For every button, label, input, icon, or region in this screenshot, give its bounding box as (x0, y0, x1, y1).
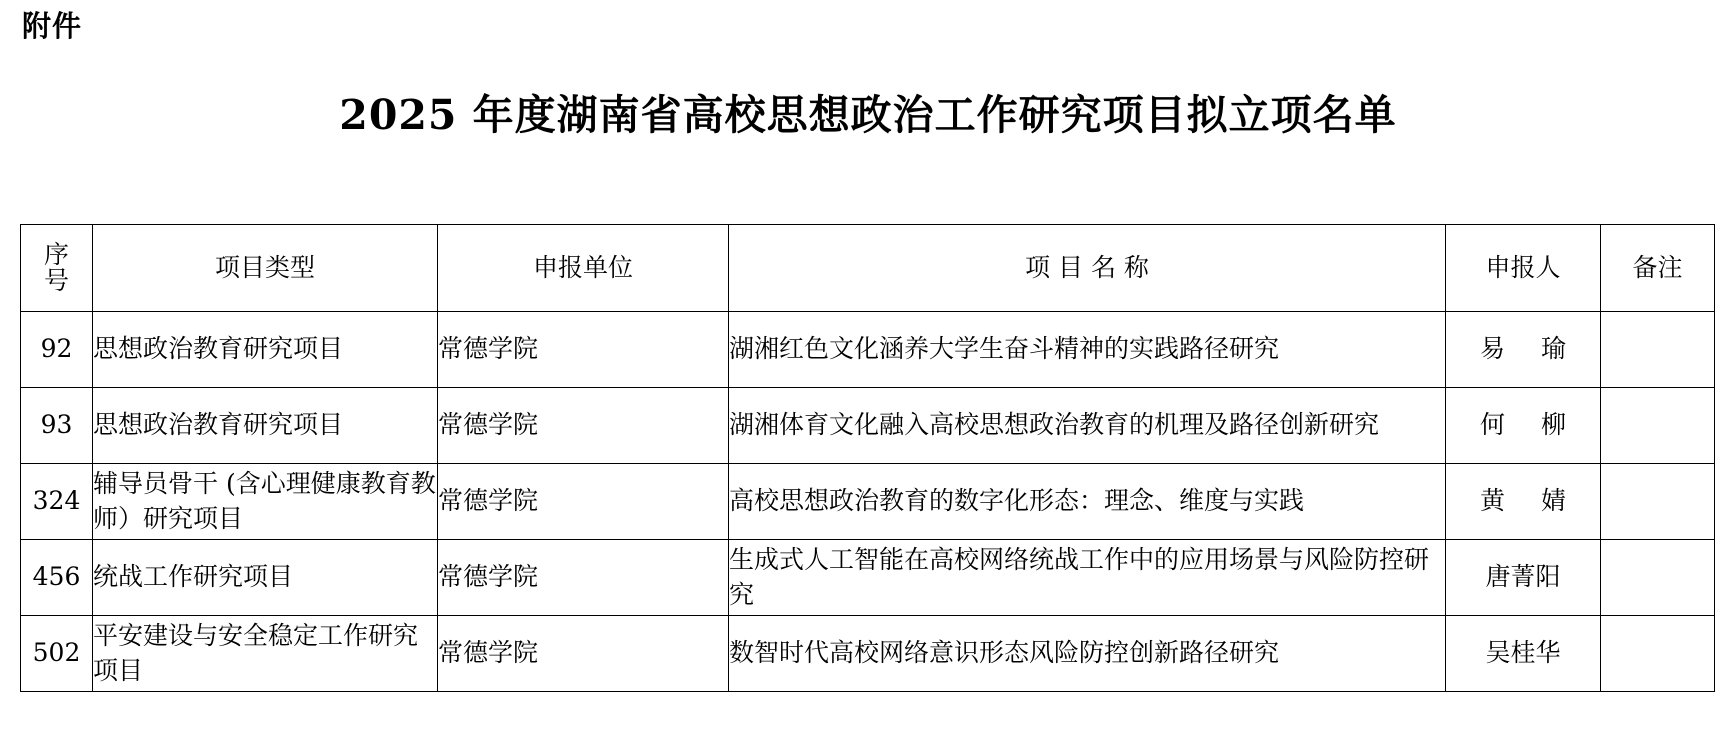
cell-seq: 324 (21, 464, 93, 540)
cell-person (1446, 312, 1601, 388)
attachment-label: 附件 (22, 9, 83, 43)
table-header (21, 225, 1715, 312)
cell-remark (1601, 464, 1715, 540)
table-body (21, 312, 1715, 692)
cell-remark (1601, 616, 1715, 692)
cell-type: 平安建设与安全稳定工作研究项目 (93, 616, 438, 692)
cell-remark (1601, 312, 1715, 388)
column-header-name: 项 目 名 称 (729, 225, 1446, 312)
cell-seq: 456 (21, 540, 93, 616)
cell-type: 思想政治教育研究项目 (93, 312, 438, 388)
cell-remark (1601, 540, 1715, 616)
cell-unit: 常德学院 (438, 464, 729, 540)
cell-type: 思想政治教育研究项目 (93, 388, 438, 464)
cell-name: 湖湘体育文化融入高校思想政治教育的机理及路径创新研究 (729, 388, 1446, 464)
table-row (21, 616, 1715, 692)
column-header-type: 项目类型 (93, 225, 438, 312)
cell-name: 数智时代高校网络意识形态风险防控创新路径研究 (729, 616, 1446, 692)
cell-person-text: 吴桂华 (1485, 638, 1561, 668)
table-row (21, 540, 1715, 616)
column-header-remark: 备注 (1601, 225, 1715, 312)
cell-person (1446, 388, 1601, 464)
cell-unit: 常德学院 (438, 616, 729, 692)
cell-person-text: 易 瑜 (1480, 334, 1580, 364)
cell-person (1446, 464, 1601, 540)
cell-person-text: 何 柳 (1480, 410, 1580, 440)
project-list-table (20, 224, 1715, 692)
cell-name: 高校思想政治教育的数字化形态：理念、维度与实践 (729, 464, 1446, 540)
cell-seq: 92 (21, 312, 93, 388)
column-header-seq-line2: 号 (43, 266, 69, 295)
cell-seq: 93 (21, 388, 93, 464)
column-header-seq (21, 225, 93, 312)
table-row (21, 464, 1715, 540)
page-title: 2025 年度湖南省高校思想政治工作研究项目拟立项名单 (339, 91, 1397, 139)
cell-person (1446, 616, 1601, 692)
cell-unit: 常德学院 (438, 388, 729, 464)
table-row (21, 312, 1715, 388)
cell-remark (1601, 388, 1715, 464)
cell-seq: 502 (21, 616, 93, 692)
cell-type: 辅导员骨干 (含心理健康教育教师）研究项目 (93, 464, 438, 540)
column-header-seq-line1: 序 (43, 239, 69, 269)
table-header-row (21, 225, 1715, 312)
column-header-unit: 申报单位 (438, 225, 729, 312)
cell-person-text: 黄 婧 (1480, 486, 1580, 516)
cell-name: 湖湘红色文化涵养大学生奋斗精神的实践路径研究 (729, 312, 1446, 388)
cell-unit: 常德学院 (438, 312, 729, 388)
table-row (21, 388, 1715, 464)
project-list-table-wrapper (20, 224, 1714, 692)
cell-person-text: 唐菁阳 (1485, 562, 1561, 592)
column-header-person: 申报人 (1446, 225, 1601, 312)
cell-name: 生成式人工智能在高校网络统战工作中的应用场景与风险防控研究 (729, 540, 1446, 616)
cell-unit: 常德学院 (438, 540, 729, 616)
cell-person (1446, 540, 1601, 616)
cell-type: 统战工作研究项目 (93, 540, 438, 616)
